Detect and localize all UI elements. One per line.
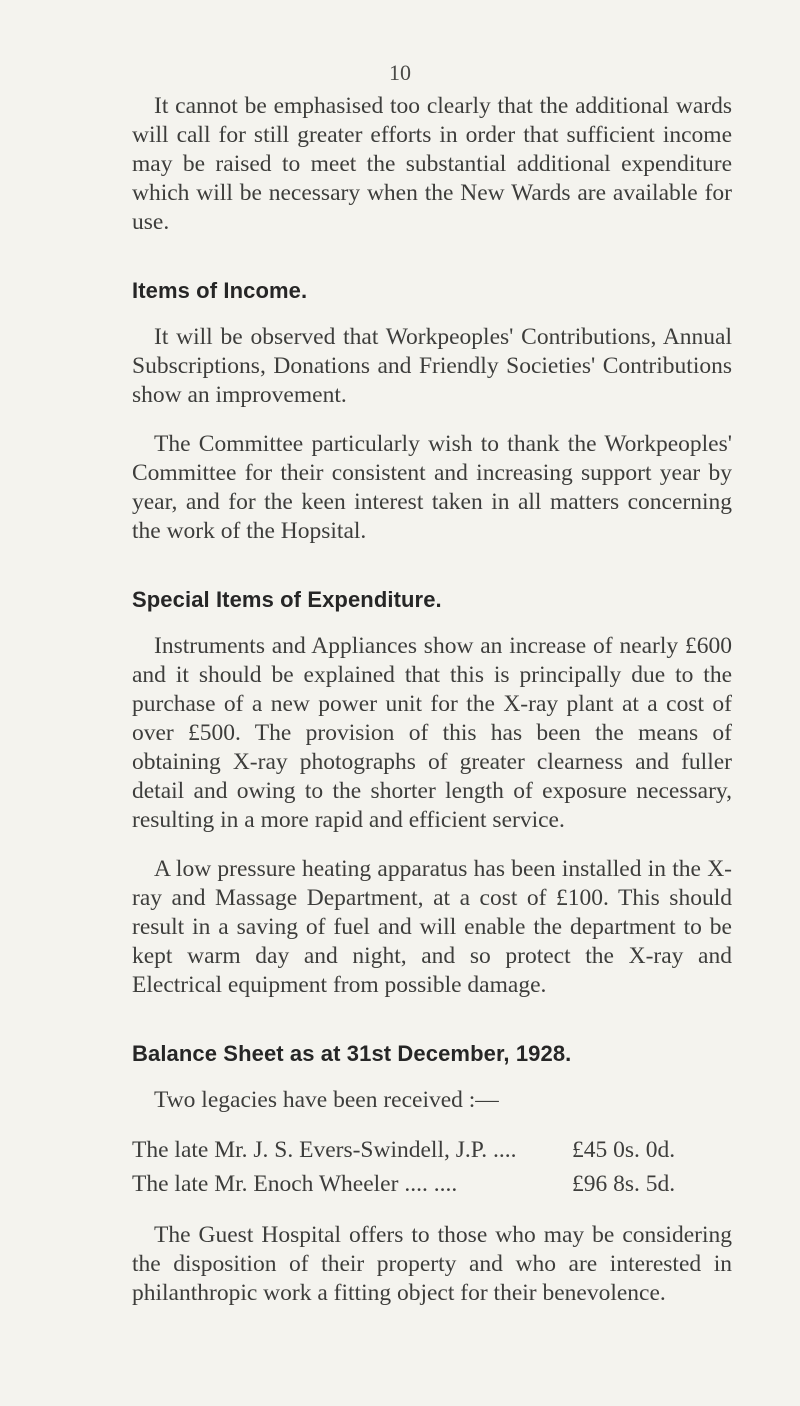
legacies-intro: Two legacies have been received :—: [154, 1087, 499, 1113]
heading-balance-sheet: Balance Sheet as at 31st December, 1928.: [132, 1041, 572, 1066]
page-number: 10: [389, 60, 411, 85]
legacy-name: The late Mr. J. S. Evers-Swindell, J.P. ....: [132, 1137, 517, 1163]
legacy-row: [132, 1136, 712, 1165]
page-content: [132, 92, 732, 1308]
expenditure-paragraph-1: Instruments and Appliances show an increase of nearly £600 and it should be explained that this is principally due to the purchase of a new power unit for the X-ray plant at a cost of over £500. The provision of this has been the means of obtaining X-ray photographs of greater clearness and fuller detail and owing to the shorter length of exposure necessary, resulting in a more rapid and efficient service.: [132, 633, 732, 833]
closing-paragraph: The Guest Hospital offers to those who may be considering the disposition of their property and who are interested in philanthropic work a fitting object for their benevolence.: [132, 1222, 732, 1306]
legacies-list: [132, 1136, 732, 1199]
income-paragraph-2: The Committee particularly wish to thank the Workpeoples' Committee for their consistent and increasing support year by year, and for the keen interest taken in all matters concerning the work of the Hopsital.: [132, 431, 732, 544]
heading-special-items-of-expenditure: Special Items of Expenditure.: [132, 587, 442, 612]
expenditure-paragraph-2: A low pressure heating apparatus has been installed in the X-ray and Massage Department, at a cost of £100. This should result in a saving of fuel and will enable the department to be kept warm day and night, and so protect the X-ray and Electrical equipment from possible damage.: [132, 856, 732, 998]
income-paragraph-1: It will be observed that Workpeoples' Contributions, Annual Subscriptions, Donations and Friendly Societies' Contributions show an improvement.: [132, 324, 732, 408]
legacy-row: [132, 1170, 712, 1199]
heading-items-of-income: Items of Income.: [132, 278, 308, 303]
legacy-name: The late Mr. Enoch Wheeler .... ....: [132, 1171, 458, 1197]
legacy-amount: £96 8s. 5d.: [572, 1171, 676, 1197]
intro-paragraph: It cannot be emphasised too clearly that the additional wards will call for still greater efforts in order that sufficient income may be raised to meet the substantial additional expenditure which will be necessary when the New Wards are available for use.: [132, 93, 732, 235]
legacy-amount: £45 0s. 0d.: [572, 1137, 676, 1163]
